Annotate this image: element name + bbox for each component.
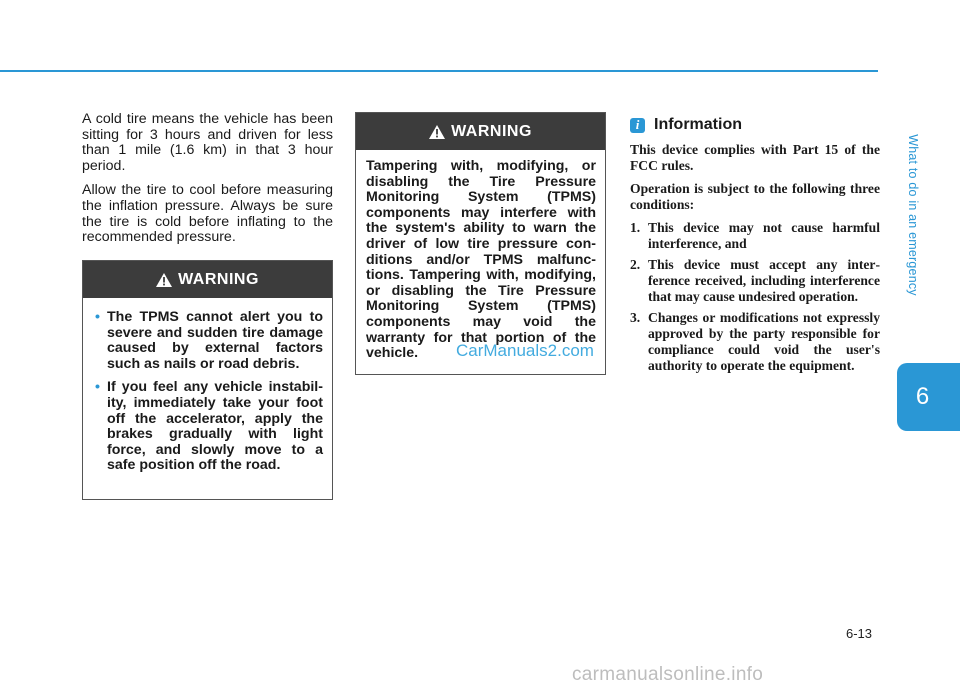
info-icon: i bbox=[630, 118, 645, 133]
bullet-icon: • bbox=[95, 309, 100, 325]
list-item-text: If you feel any vehicle instability, immediately take your foot off the accelerator, apply the brakes gradually with light force, and slowly move to a safe position off the road. bbox=[107, 379, 323, 474]
chapter-side-label bbox=[900, 80, 926, 350]
warning-triangle-icon bbox=[429, 125, 445, 139]
warning-header bbox=[356, 113, 605, 150]
top-rule bbox=[0, 70, 878, 72]
list-item bbox=[93, 380, 323, 474]
list-item-text: The TPMS cannot alert you to severe and sudden tire damage caused by external factors such as nails or road debris. bbox=[107, 309, 323, 372]
warning-triangle-icon bbox=[156, 273, 172, 287]
list-number: 3. bbox=[630, 310, 641, 325]
warning-title: WARNING bbox=[451, 122, 532, 140]
information-title: Information bbox=[654, 116, 742, 133]
left-column bbox=[82, 112, 333, 255]
paragraph: Operation is subject to the following three conditions: bbox=[630, 181, 880, 212]
warning-text: Tampering with, modifying, or disabling the Tire Pressure Monitoring System (TPMS) components may interfere with the system's ability to warn the driver of low tire pressure conditions and/or TPMS malfunctions. Tampering with, modifying, or disabling the Tire Pressure Monitoring System (TPMS) components may void the warranty for that portion of the vehicle. bbox=[366, 158, 596, 362]
paragraph: Allow the tire to cool before measuring the inflation pressure. Always be sure the tire is cold before inflating to the recommended pressure. bbox=[82, 182, 333, 246]
page-number: 6-13 bbox=[846, 626, 873, 641]
list-number: 1. bbox=[630, 220, 641, 235]
warning-title: WARNING bbox=[178, 270, 259, 288]
chapter-side-label-text: What to do in an emergency bbox=[906, 134, 920, 296]
warning-header bbox=[83, 261, 332, 298]
footer-watermark: carmanualsonline.info bbox=[572, 664, 764, 685]
warning-box-tpms-alert bbox=[82, 260, 333, 500]
list-item-text: This device may not cause harmful interference, and bbox=[648, 220, 880, 251]
list-item-text: This device must accept any interference received, including interference that may cause undesired operation. bbox=[648, 257, 880, 304]
list-item bbox=[630, 220, 880, 252]
watermark-logo: CarManuals2.com bbox=[456, 341, 594, 360]
list-item bbox=[630, 257, 880, 305]
bullet-icon: • bbox=[95, 379, 100, 396]
list-item bbox=[630, 310, 880, 374]
paragraph: This device complies with Part 15 of the FCC rules. bbox=[630, 142, 880, 173]
chapter-number-tab: 6 bbox=[897, 363, 960, 431]
list-item-text: Changes or modifications not expressly approved by the party responsible for compliance could void the user's authority to operate the equipment. bbox=[648, 310, 880, 373]
warning-box-tampering bbox=[355, 112, 606, 375]
list-number: 2. bbox=[630, 257, 641, 272]
paragraph: A cold tire means the vehicle has been sitting for 3 hours and driven for less than 1 mile (1.6 km) in that 3 hour period. bbox=[82, 111, 333, 174]
information-section bbox=[630, 114, 880, 379]
list-item bbox=[93, 310, 323, 372]
